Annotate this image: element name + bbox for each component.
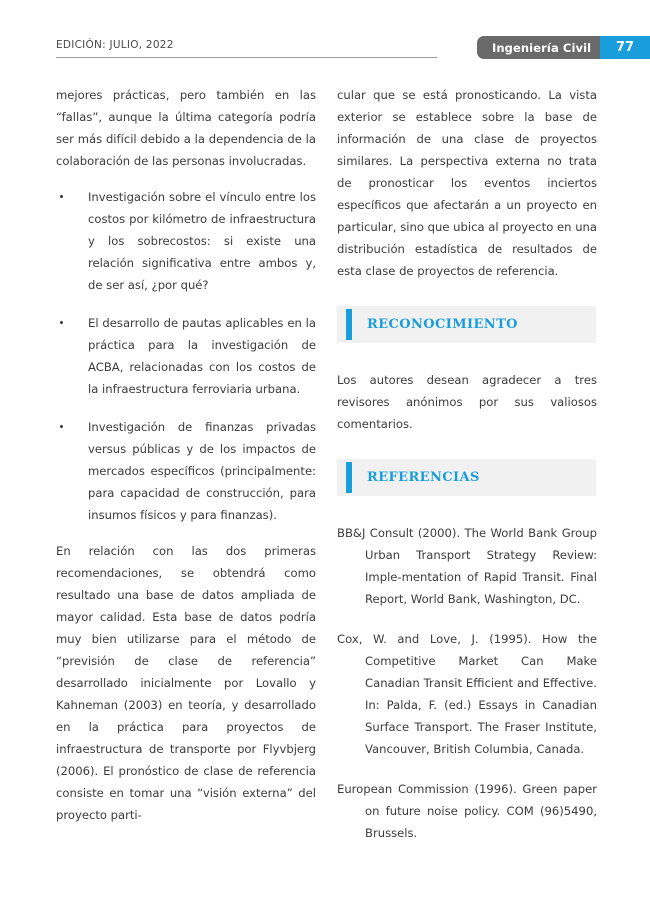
bullet-dot-icon bbox=[60, 321, 63, 324]
list-item-text: El desarrollo de pautas aplicables en la práctica para la investigación de ACBA, relacionadas con los costos de la infraestructura ferroviaria urbana. bbox=[88, 316, 316, 397]
journal-name-tab: Ingeniería Civil bbox=[477, 36, 604, 59]
list-item: Cox, W. and Love, J. (1995). How the Competitive Market Can Make Canadian Transit Efficient and Effective. In: Palda, F. (ed.) Essays in Canadian Surface Transport. The Fraser Institute, Vancouver, British Columbia, Canada. bbox=[337, 632, 597, 757]
acknowledgement-section-heading bbox=[337, 306, 596, 343]
list-item-text: Investigación sobre el vínculo entre los costos por kilómetro de infraestructura y los sobrecostos: si existe una relación significativa entre ambos y, de ser así, ¿por qué? bbox=[88, 190, 316, 293]
recommendations-bullet-list bbox=[56, 186, 316, 526]
list-item bbox=[56, 416, 316, 526]
list-item: European Commission (1996). Green paper on future noise policy. COM (96)5490, Brussels. bbox=[337, 782, 597, 841]
header-divider-rule bbox=[56, 57, 437, 58]
reference-list bbox=[337, 522, 597, 844]
closing-paragraph: En relación con las dos primeras recomendaciones, se obtendrá como resultado una base de datos ampliada de mayor calidad. Esta base de datos podría muy bien utilizarse para el método de “previsión de clase de referencia” desarrollado inicialmente por Lovallo y Kahneman (2003) en teoría, y desarrollado en la práctica para proyectos de infraestructura de transporte por Flyvbjerg (2006). El pronóstico de clase de referencia consiste en tomar una “visión externa” del proyecto parti- bbox=[56, 544, 316, 823]
edition-label: EDICIÓN: JULIO, 2022 bbox=[56, 39, 174, 51]
bullet-dot-icon bbox=[60, 425, 63, 428]
accent-bar-icon bbox=[346, 309, 352, 340]
page-header bbox=[0, 0, 650, 70]
list-item bbox=[56, 312, 316, 400]
section-heading-label: RECONOCIMIENTO bbox=[367, 317, 518, 333]
heading-spacer bbox=[337, 449, 597, 459]
right-text-column bbox=[337, 84, 597, 844]
acknowledgement-paragraph: Los autores desean agradecer a tres revisores anónimos por sus valiosos comentarios. bbox=[337, 373, 597, 432]
list-item-text: Investigación de finanzas privadas versus públicas y de los impactos de mercados específicos (principalmente: para capacidad de construcción, para insumos físicos y para finanzas). bbox=[88, 420, 316, 523]
list-item bbox=[56, 186, 316, 296]
continued-paragraph: cular que se está pronosticando. La vista exterior se establece sobre la base de información de una clase de proyectos similares. La perspectiva externa no trata de pronosticar los eventos inciertos específicos que afectarán a un proyecto en particular, sino que ubica al proyecto en una distribución estadística de resultados de esta clase de proyectos de referencia. bbox=[337, 88, 597, 279]
references-section-heading bbox=[337, 459, 596, 496]
continued-paragraph: mejores prácticas, pero también en las “fallas”, aunque la última categoría podría ser más difícil debido a la dependencia de la colaboración de las personas involucradas. bbox=[56, 88, 316, 169]
list-item: BB&J Consult (2000). The World Bank Group Urban Transport Strategy Review: Imple-mentation of Rapid Transit. Final Report, World Bank, Washington, DC. bbox=[337, 526, 597, 607]
accent-bar-icon bbox=[346, 462, 352, 493]
bullet-dot-icon bbox=[60, 195, 63, 198]
heading-spacer bbox=[337, 296, 597, 306]
section-heading-label: REFERENCIAS bbox=[367, 470, 480, 486]
left-text-column bbox=[56, 84, 316, 826]
page-number-badge: 77 bbox=[600, 36, 650, 59]
